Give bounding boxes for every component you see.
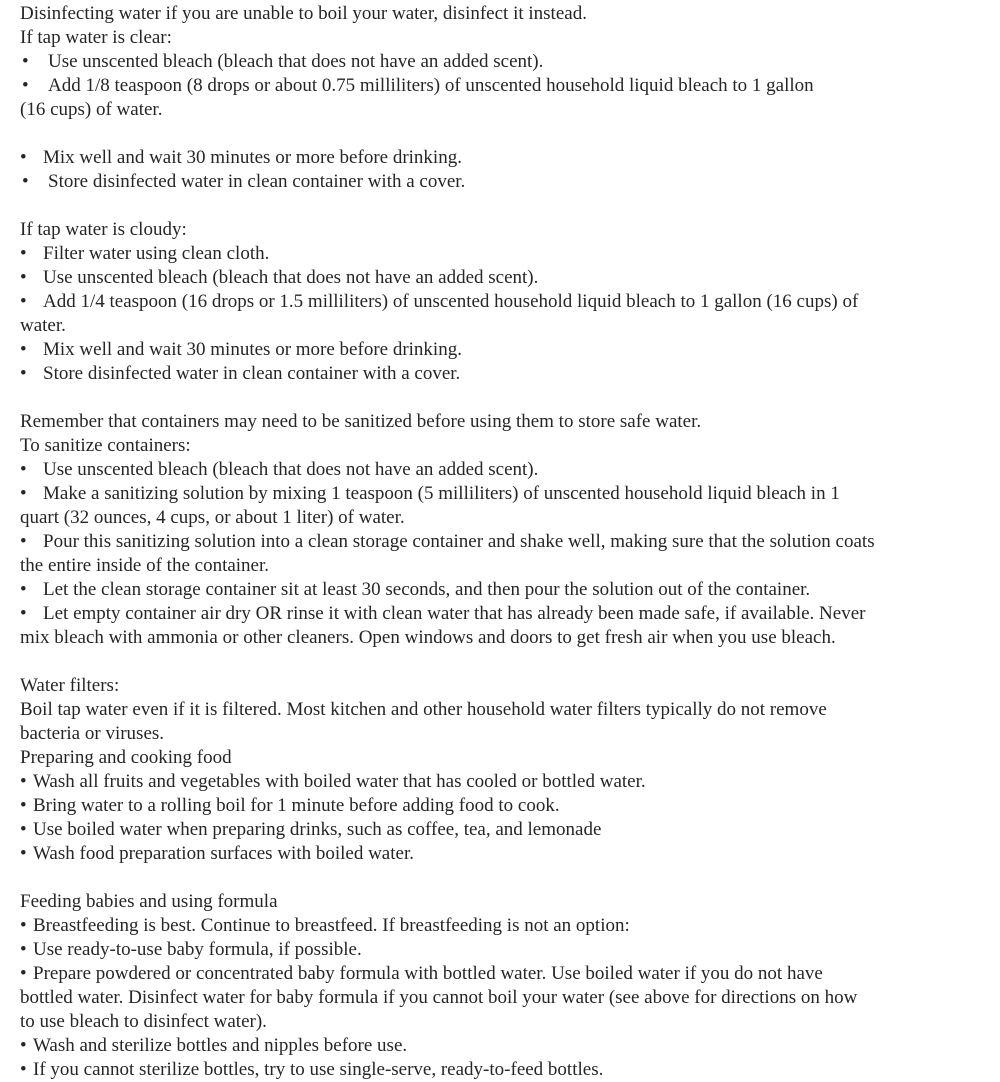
bullet-icon: • xyxy=(20,939,27,960)
bullet-item xyxy=(20,938,980,962)
text-line: (16 cups) of water. xyxy=(20,99,163,120)
bullet-icon: • xyxy=(20,603,27,624)
bullet-item xyxy=(20,818,980,842)
bullet-text: Let empty container air dry OR rinse it with clean water that has already been made safe, if available. Never xyxy=(43,603,866,624)
text-line: Preparing and cooking food xyxy=(20,747,232,768)
bullet-icon: • xyxy=(20,531,27,552)
bullet-text: Use unscented bleach (bleach that does not have an added scent). xyxy=(43,267,539,288)
bullet-text: Store disinfected water in clean container with a cover. xyxy=(48,171,466,192)
blank-line xyxy=(20,122,980,146)
bullet-item xyxy=(20,242,980,266)
bullet-item xyxy=(20,74,980,98)
text-line: Remember that containers may need to be sanitized before using them to store safe water. xyxy=(20,411,702,432)
bullet-text: Store disinfected water in clean container with a cover. xyxy=(43,363,461,384)
bullet-icon: • xyxy=(20,579,27,600)
bullet-item xyxy=(20,338,980,362)
bullet-text: Use unscented bleach (bleach that does not have an added scent). xyxy=(43,459,539,480)
bullet-icon: • xyxy=(20,339,27,360)
bullet-icon: • xyxy=(22,171,29,192)
bullet-icon: • xyxy=(20,963,27,984)
text-line: Feeding babies and using formula xyxy=(20,891,278,912)
text-line: to use bleach to disinfect water). xyxy=(20,1011,267,1032)
bullet-text: Add 1/4 teaspoon (16 drops or 1.5 milliliters) of unscented household liquid bleach to 1 gallon (16 cups) of xyxy=(43,291,859,312)
bullet-text: Wash and sterilize bottles and nipples before use. xyxy=(33,1035,408,1056)
blank-line xyxy=(20,866,980,890)
text-line: bottled water. Disinfect water for baby formula if you cannot boil your water (see above for directions on how xyxy=(20,987,858,1008)
text-line: the entire inside of the container. xyxy=(20,555,270,576)
bullet-text: Bring water to a rolling boil for 1 minute before adding food to cook. xyxy=(33,795,560,816)
text-line: bacteria or viruses. xyxy=(20,723,165,744)
bullet-item xyxy=(20,362,980,386)
bullet-text: Wash all fruits and vegetables with boiled water that has cooled or bottled water. xyxy=(33,771,646,792)
bullet-item xyxy=(20,1058,980,1082)
bullet-text: Wash food preparation surfaces with boiled water. xyxy=(33,843,414,864)
bullet-icon: • xyxy=(20,1035,27,1056)
bullet-icon: • xyxy=(22,75,29,96)
bullet-icon: • xyxy=(20,147,27,168)
bullet-icon: • xyxy=(20,243,27,264)
bullet-text: Mix well and wait 30 minutes or more before drinking. xyxy=(43,147,462,168)
text-line: Boil tap water even if it is filtered. Most kitchen and other household water filters typically do not remove xyxy=(20,699,827,720)
bullet-text: Use unscented bleach (bleach that does not have an added scent). xyxy=(48,51,544,72)
bullet-text: Add 1/8 teaspoon (8 drops or about 0.75 milliliters) of unscented household liquid bleach to 1 gallon xyxy=(48,75,814,96)
bullet-item xyxy=(20,770,980,794)
bullet-text: Prepare powdered or concentrated baby formula with bottled water. Use boiled water if you do not have xyxy=(33,963,823,984)
bullet-item xyxy=(20,914,980,938)
bullet-icon: • xyxy=(20,483,27,504)
bullet-icon: • xyxy=(20,843,27,864)
bullet-text: Breastfeeding is best. Continue to breastfeed. If breastfeeding is not an option: xyxy=(33,915,630,936)
bullet-item xyxy=(20,290,980,314)
text-line: If tap water is clear: xyxy=(20,27,172,48)
blank-line xyxy=(20,194,980,218)
bullet-text: Pour this sanitizing solution into a clean storage container and shake well, making sure that the solution coats xyxy=(43,531,875,552)
bullet-icon: • xyxy=(20,771,27,792)
text-line: mix bleach with ammonia or other cleaners. Open windows and doors to get fresh air when you use bleach. xyxy=(20,627,836,648)
bullet-item xyxy=(20,1034,980,1058)
bullet-icon: • xyxy=(20,363,27,384)
bullet-icon: • xyxy=(20,915,27,936)
bullet-icon: • xyxy=(20,291,27,312)
blank-line xyxy=(20,386,980,410)
text-line: Water filters: xyxy=(20,675,120,696)
bullet-text: Make a sanitizing solution by mixing 1 teaspoon (5 milliliters) of unscented household liquid bleach in 1 xyxy=(43,483,840,504)
bullet-item xyxy=(20,146,980,170)
bullet-icon: • xyxy=(22,51,29,72)
bullet-item xyxy=(20,794,980,818)
text-line: water. xyxy=(20,315,66,336)
bullet-item xyxy=(20,578,980,602)
bullet-text: Use ready-to-use baby formula, if possible. xyxy=(33,939,362,960)
bullet-item xyxy=(20,602,980,626)
document-body xyxy=(20,2,980,1082)
bullet-item xyxy=(20,962,980,986)
bullet-text: Use boiled water when preparing drinks, such as coffee, tea, and lemonade xyxy=(33,819,602,840)
bullet-icon: • xyxy=(20,1059,27,1080)
text-line: Disinfecting water if you are unable to boil your water, disinfect it instead. xyxy=(20,3,587,24)
blank-line xyxy=(20,650,980,674)
bullet-icon: • xyxy=(20,267,27,288)
text-line: If tap water is cloudy: xyxy=(20,219,187,240)
bullet-item xyxy=(20,842,980,866)
bullet-item xyxy=(20,458,980,482)
bullet-text: Mix well and wait 30 minutes or more before drinking. xyxy=(43,339,462,360)
text-line: quart (32 ounces, 4 cups, or about 1 liter) of water. xyxy=(20,507,405,528)
bullet-item xyxy=(20,50,980,74)
bullet-text: Let the clean storage container sit at least 30 seconds, and then pour the solution out of the container. xyxy=(43,579,811,600)
bullet-icon: • xyxy=(20,795,27,816)
bullet-text: Filter water using clean cloth. xyxy=(43,243,270,264)
bullet-icon: • xyxy=(20,459,27,480)
bullet-text: If you cannot sterilize bottles, try to use single-serve, ready-to-feed bottles. xyxy=(33,1059,604,1080)
bullet-item xyxy=(20,530,980,554)
bullet-item xyxy=(20,266,980,290)
text-line: To sanitize containers: xyxy=(20,435,191,456)
bullet-item xyxy=(20,170,980,194)
bullet-icon: • xyxy=(20,819,27,840)
bullet-item xyxy=(20,482,980,506)
